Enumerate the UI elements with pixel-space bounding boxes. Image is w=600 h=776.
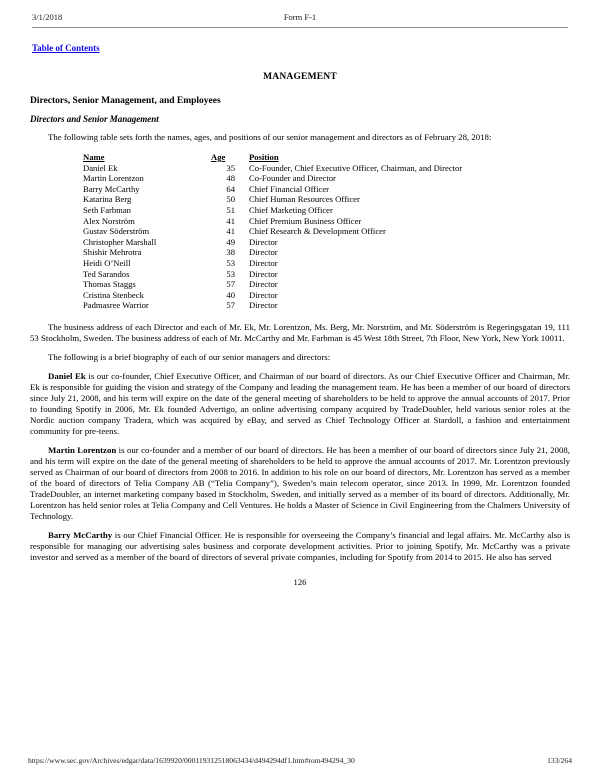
cell-position: Director (249, 279, 278, 290)
table-row (83, 205, 566, 216)
table-row (83, 300, 566, 311)
table-row (83, 269, 566, 280)
cell-name: Thomas Staggs (83, 279, 136, 290)
cell-position: Director (249, 257, 278, 268)
table-row (83, 226, 566, 237)
page-title: MANAGEMENT (263, 72, 337, 82)
table-row (83, 216, 566, 227)
cell-age: 35 (226, 162, 235, 173)
cell-position: Director (249, 289, 278, 300)
table-header-row (83, 152, 566, 163)
cell-name: Daniel Ek (83, 162, 118, 173)
bio-text: is our co-founder and a member of our board of directors. He has been a member of our board of directors since July 21, 2008, and his term will expire on the date of the general meeting of shareholders to be held to approve the annual accounts of 2017. Mr. Lorentzon previously served as Chairman of our board of directors from 2008 to 2016. In addition to his role on our board of directors, Mr. Lorentzon has served as a member of the board of directors of Telia Company AB (“Telia Company”), Sweden’s main telecom operator, since 2013. In 1999, Mr. Lorentzon founded TradeDoubler, an internet marketing company based in Stockholm, Sweden, and initially served as a member of its board of directors. Additionally, Mr. Lorentzon has held senior roles at Telia Company and Cell Ventures. He holds a Master of Science in Civil Engineering from the Chalmers University of Technology. (30, 444, 570, 521)
section-heading: Directors, Senior Management, and Employees (30, 96, 221, 106)
table-of-contents-link[interactable]: Table of Contents (32, 43, 100, 53)
cell-position: Chief Human Resources Officer (249, 194, 360, 205)
cell-position: Director (249, 236, 278, 247)
cell-name: Katarina Berg (83, 194, 132, 205)
cell-name: Alex Norström (83, 215, 135, 226)
cell-age: 57 (226, 300, 235, 311)
bio-paragraph-barry-mccarthy (30, 530, 570, 563)
cell-age: 53 (226, 268, 235, 279)
table-row (83, 194, 566, 205)
table-row (83, 163, 566, 174)
bio-name: Barry McCarthy (48, 529, 113, 540)
column-header-name: Name (83, 152, 105, 162)
cell-age: 57 (226, 279, 235, 290)
print-date: 3/1/2018 (32, 12, 63, 22)
column-header-age: Age (211, 152, 226, 162)
bio-paragraph-martin-lorentzon (30, 445, 570, 522)
management-table (83, 152, 566, 311)
cell-position: Chief Research & Development Officer (249, 226, 386, 237)
cell-name: Gustav Söderström (83, 226, 150, 237)
cell-age: 53 (226, 257, 235, 268)
cell-age: 50 (226, 194, 235, 205)
cell-name: Christopher Marshall (83, 236, 157, 247)
bio-text: is our Chief Financial Officer. He is responsible for overseeing the Company’s financial and legal affairs. Mr. McCarthy also is responsible for managing our advertising sales business and corporate development activities. Prior to joining Spotify, Mr. McCarthy was a private investor and served as a member of the board of directors of several private companies, including for Spotify from 2014 to 2015. He also has served (30, 529, 570, 562)
table-row (83, 290, 566, 301)
table-row (83, 184, 566, 195)
column-header-position: Position (249, 152, 279, 162)
table-row (83, 247, 566, 258)
table-row (83, 258, 566, 269)
business-address-paragraph: The business address of each Director and each of Mr. Ek, Mr. Lorentzon, Ms. Berg, Mr. Norström, and Mr. Söderström is Regeringsgatan 19, 111 53 Stockholm, Sweden. The business address of each of Mr. McCarthy and Mr. Farbman is 45 West 18th Street, 7th Floor, New York, New York 10011. (30, 321, 570, 343)
bio-name: Daniel Ek (48, 370, 86, 381)
cell-name: Cristina Stenbeck (83, 289, 144, 300)
cell-position: Chief Financial Officer (249, 183, 330, 194)
table-row (83, 237, 566, 248)
form-title: Form F-1 (283, 12, 317, 22)
cell-age: 38 (226, 247, 235, 258)
print-header (30, 12, 570, 22)
cell-age: 51 (226, 204, 235, 215)
cell-position: Co-Founder, Chief Executive Officer, Chairman, and Director (249, 162, 463, 173)
print-footer (28, 756, 572, 765)
subsection-heading: Directors and Senior Management (30, 114, 159, 124)
footer-page-indicator: 133/264 (547, 756, 572, 765)
cell-name: Shishir Mehrotra (83, 247, 142, 258)
cell-position: Director (249, 247, 278, 258)
cell-age: 48 (226, 173, 235, 184)
cell-position: Co-Founder and Director (249, 173, 336, 184)
cell-name: Padmasree Warrior (83, 300, 149, 311)
table-row (83, 279, 566, 290)
bio-intro-paragraph: The following is a brief biography of each of our senior managers and directors: (48, 351, 331, 362)
cell-age: 41 (226, 215, 235, 226)
cell-name: Barry McCarthy (83, 183, 140, 194)
cell-name: Ted Sarandos (83, 268, 130, 279)
cell-age: 49 (226, 236, 235, 247)
header-divider (32, 27, 568, 28)
bio-name: Martin Lorentzon (48, 444, 117, 455)
cell-position: Director (249, 300, 278, 311)
table-row (83, 173, 566, 184)
bio-text: is our co-founder, Chief Executive Officer, and Chairman of our board of directors. As our Chief Executive Officer and Chairman, Mr. Ek is responsible for guiding the vision and strategy of the Company and leading the management team. He has been a member of our board of directors since July 21, 2008, and his term will expire on the date of the general meeting of shareholders to be held to approve the annual accounts of 2017. Prior to founding Spotify in 2006, Mr. Ek founded Advertigo, an online advertising company acquired by TradeDoubler, held various senior roles at the Nordic auction company Tradera, which was acquired by eBay, and served as Chief Technology Officer at Stardoll, a fashion and entertainment community for pre-teens. (30, 370, 570, 436)
footer-url: https://www.sec.gov/Archives/edgar/data/1639920/000119312518063434/d494294df1.htm#rom494294_30 (28, 756, 355, 765)
bio-paragraph-daniel-ek (30, 371, 570, 437)
cell-age: 64 (226, 183, 235, 194)
cell-age: 40 (226, 289, 235, 300)
cell-name: Heidi O’Neill (83, 257, 131, 268)
cell-position: Director (249, 268, 278, 279)
cell-position: Chief Premium Business Officer (249, 215, 362, 226)
cell-name: Seth Farbman (83, 204, 131, 215)
cell-age: 41 (226, 226, 235, 237)
page-number: 126 (293, 576, 307, 587)
cell-name: Martin Lorentzon (83, 173, 144, 184)
cell-position: Chief Marketing Officer (249, 204, 333, 215)
intro-paragraph: The following table sets forth the names, ages, and positions of our senior management and directors as of February 28, 2018: (48, 132, 492, 142)
